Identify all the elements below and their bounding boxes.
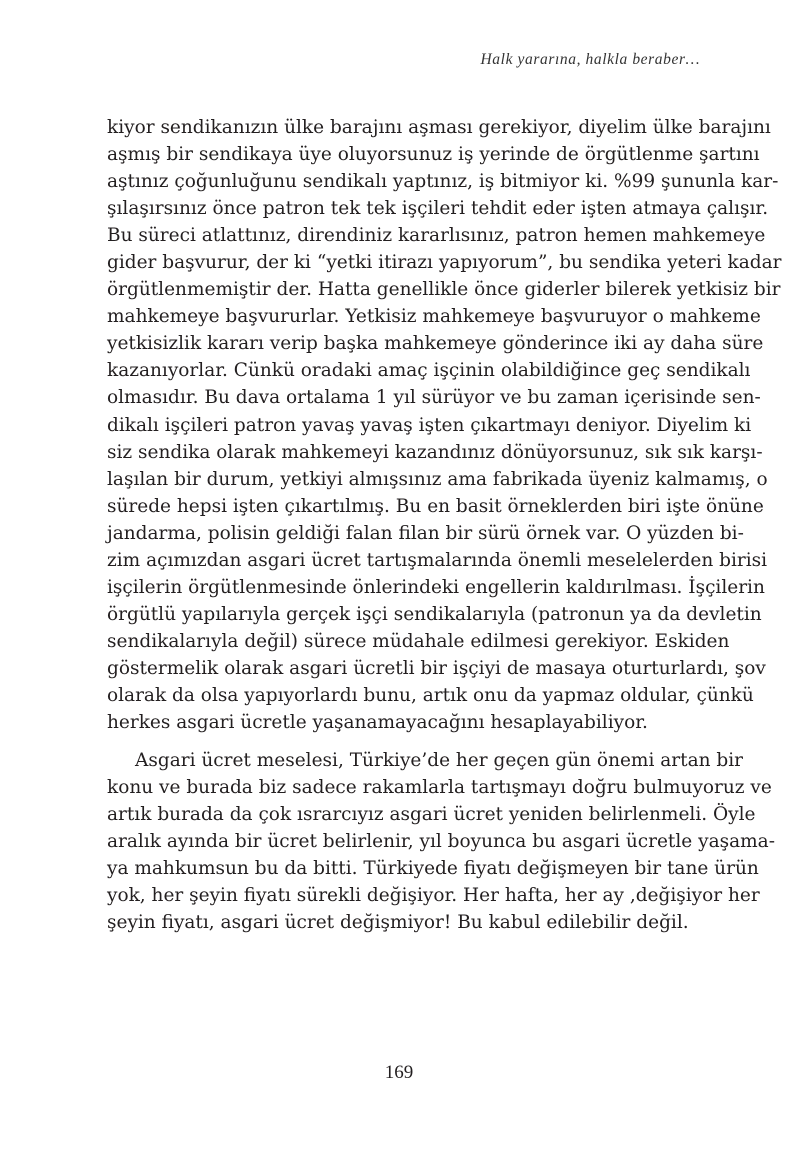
- text-line: dikalı işçileri patron yavaş yavaş işten çıkartmayı deniyor. Diyelim ki: [107, 414, 752, 436]
- text-line: aralık ayında bir ücret belirlenir, yıl boyunca bu asgari ücretle yaşama-: [107, 831, 775, 853]
- running-header: Halk yararına, halkla beraber…: [480, 51, 700, 68]
- text-line: örgütlenmemiştir der. Hatta genellikle önce giderler bilerek yetkisiz bir: [107, 279, 781, 301]
- text-line: yok, her şeyin fiyatı sürekli değişiyor. Her hafta, her ay ,değişiyor her: [107, 885, 760, 907]
- text-line: laşılan bir durum, yetkiyi almışsınız ama fabrikada üyeniz kalmamış, o: [107, 468, 768, 490]
- text-line: sendikalarıyla değil) sürece müdahale edilmesi gerekiyor. Eskiden: [107, 630, 730, 652]
- text-line: olarak da olsa yapıyorlardı bunu, artık onu da yapmaz oldular, çünkü: [107, 684, 754, 706]
- text-line: kiyor sendikanızın ülke barajını aşması gerekiyor, diyelim ülke barajını: [107, 117, 771, 138]
- body-text: [107, 114, 782, 936]
- text-line: aştınız çoğunluğunu sendikalı yaptınız, iş bitmiyor ki. %99 şununla kar-: [107, 171, 779, 193]
- text-line: Asgari ücret meselesi, Türkiye’de her geçen gün önemi artan bir: [135, 750, 744, 772]
- text-line: yetkisizlik kararı verip başka mahkemeye gönderince iki ay daha süre: [107, 333, 764, 355]
- paragraph-1: [107, 114, 782, 736]
- text-line: işçilerin örgütlenmesinde önlerindeki engellerin kaldırılması. İşçilerin: [107, 576, 765, 598]
- text-line: olmasıdır. Bu dava ortalama 1 yıl sürüyor ve bu zaman içerisinde sen-: [107, 387, 761, 409]
- paragraph-2: [107, 747, 775, 936]
- text-line: zim açımızdan asgari ücret tartışmalarında önemli meselelerden birisi: [107, 549, 768, 571]
- text-line: jandarma, polisin geldiği falan filan bir sürü örnek var. O yüzden bi-: [107, 522, 744, 544]
- page-number: 169: [384, 1062, 414, 1083]
- text-line: şılaşırsınız önce patron tek tek işçileri tehdit eder işten atmaya çalışır.: [107, 198, 769, 220]
- text-line: kazanıyorlar. Cünkü oradaki amaç işçinin olabildiğince geç sendikalı: [107, 360, 751, 382]
- text-line: şeyin fiyatı, asgari ücret değişmiyor! Bu kabul edilebilir değil.: [107, 912, 689, 934]
- paragraph-spacer: [107, 736, 703, 747]
- text-line: artık burada da çok ısrarcıyız asgari ücret yeniden belirlenmeli. Öyle: [107, 804, 756, 826]
- text-line: örgütlü yapılarıyla gerçek işçi sendikalarıyla (patronun ya da devletin: [107, 603, 762, 625]
- text-line: mahkemeye başvururlar. Yetkisiz mahkemeye başvuruyor o mahkeme: [107, 306, 761, 328]
- text-line: siz sendika olarak mahkemeyi kazandınız dönüyorsunuz, sık sık karşı-: [107, 441, 763, 463]
- text-line: gider başvurur, der ki “yetki itirazı yapıyorum”, bu sendika yeteri kadar: [107, 252, 782, 274]
- text-line: sürede hepsi işten çıkartılmış. Bu en basit örneklerden biri işte önüne: [107, 495, 764, 517]
- text-line: aşmış bir sendikaya üye oluyorsunuz iş yerinde de örgütlenme şartını: [107, 144, 760, 166]
- text-line: ya mahkumsun bu da bitti. Türkiyede fiyatı değişmeyen bir tane ürün: [107, 858, 759, 880]
- text-line: herkes asgari ücretle yaşanamayacağını hesaplayabiliyor.: [107, 712, 648, 734]
- text-line: göstermelik olarak asgari ücretli bir işçiyi de masaya oturturlardı, şov: [107, 657, 766, 679]
- text-line: Bu süreci atlattınız, direndiniz kararlısınız, patron hemen mahkemeye: [107, 225, 766, 247]
- text-line: konu ve burada biz sadece rakamlarla tartışmayı doğru bulmuyoruz ve: [107, 777, 772, 799]
